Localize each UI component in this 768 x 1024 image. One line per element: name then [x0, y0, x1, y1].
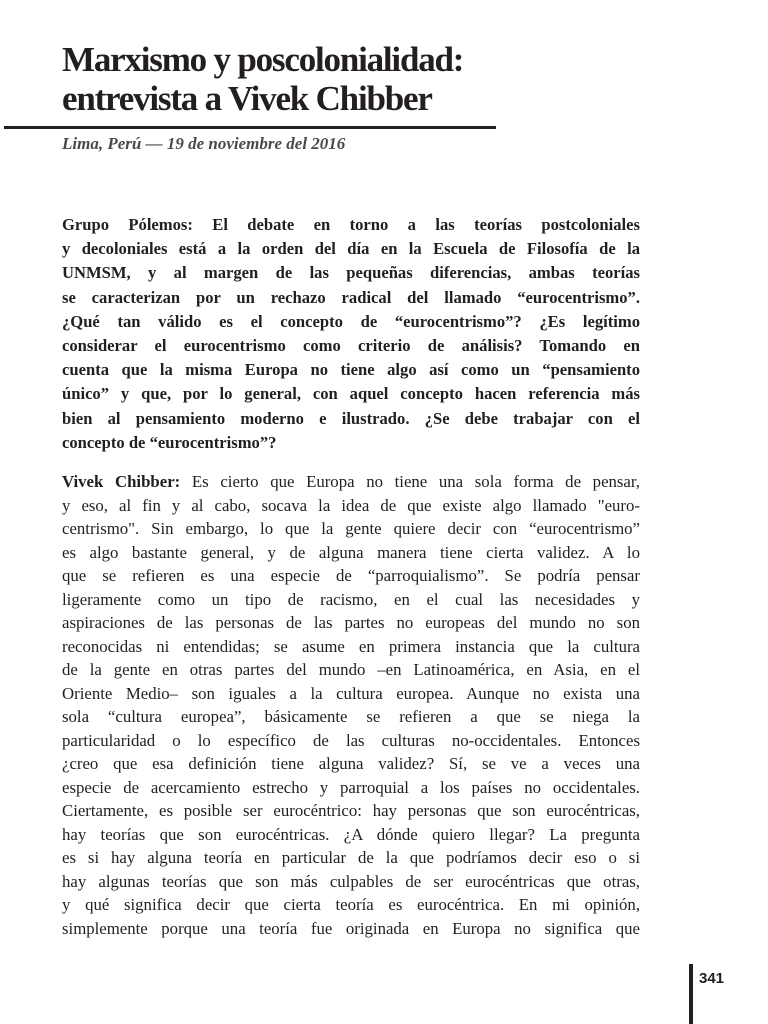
text-line: ¿Qué tan válido es el concepto de “eurocentrismo”? ¿Es legítimo [62, 311, 640, 331]
text-line: hay teorías que son eurocéntricas. ¿A dónde quiero llegar? La pregunta [62, 824, 640, 844]
speaker-name: Vivek Chibber: [62, 472, 181, 491]
text-line: y qué significa decir que cierta teoría es eurocéntrica. En mi opinión, [62, 895, 640, 914]
text-line: de la gente en otras partes del mundo –en Latinoamérica, en Asia, en el [62, 660, 640, 679]
text-line: que se refieren es una especie de “parroquialismo”. Se podría pensar [62, 566, 640, 585]
answer-first-line: Es cierto que Europa no tiene una sola forma de pensar, [180, 472, 640, 491]
text-line: y decoloniales está a la orden del día en la Escuela de Filosofía de la [62, 239, 640, 259]
text-line: hay algunas teorías que son más culpables de ser eurocéntricas que otras, [62, 871, 640, 891]
text-line: se caracterizan por un rechazo radical del llamado “eurocentrismo”. [62, 287, 640, 307]
text-line: considerar el eurocentrismo como criterio de análisis? Tomando en [62, 336, 640, 356]
text-line: especie de acercamiento estrecho y parroquial a los países no occidentales. [62, 777, 640, 797]
text-line: concepto de “eurocentrismo”? [62, 432, 277, 452]
text-line: centrismo". Sin embargo, lo que la gente quiere decir con “eurocentrismo” [62, 519, 640, 538]
text-line: Ciertamente, es posible ser eurocéntrico: hay personas que son eurocéntricas, [62, 801, 640, 820]
text-line: sola “cultura europea”, básicamente se refieren a que se niega la [62, 707, 640, 726]
text-line: único” y que, por lo general, con aquel concepto hacen referencia más [62, 384, 640, 404]
text-line: UNMSM, y al margen de las pequeñas diferencias, ambas teorías [62, 263, 640, 283]
text-line: aspiraciones de las personas de las partes no europeas del mundo no son [62, 613, 640, 632]
text-line: Grupo Pólemos: El debate en torno a las teorías postcoloniales [62, 215, 640, 234]
page-number-rule [689, 964, 693, 1024]
text-line: simplemente porque una teoría fue originada en Europa no significa que [62, 918, 640, 938]
article-title [62, 40, 502, 118]
title-underline [4, 126, 496, 129]
question-paragraph [62, 213, 640, 455]
text-line: Oriente Medio– son iguales a la cultura europea. Aunque no exista una [62, 683, 640, 703]
text-line: ¿creo que esa definición tiene alguna validez? Sí, se ve a veces una [62, 754, 640, 773]
text-line: y eso, al fin y al cabo, socava la idea de que existe algo llamado "euro- [62, 495, 640, 515]
text-line: es si hay alguna teoría en particular de la que podríamos decir eso o si [62, 848, 640, 867]
text-line: cuenta que la misma Europa no tiene algo así como un “pensamiento [62, 360, 640, 380]
text-line [62, 470, 640, 494]
text-line: ligeramente como un tipo de racismo, en el cual las necesidades y [62, 589, 640, 609]
title-line: entrevista a Vivek Chibber [62, 79, 432, 118]
text-line: particularidad o lo específico de las culturas no-occidentales. Entonces [62, 730, 640, 750]
title-line: Marxismo y poscolonialidad: [62, 40, 464, 79]
answer-paragraph [62, 470, 640, 940]
dateline: Lima, Perú — 19 de noviembre del 2016 [62, 134, 346, 153]
page-number: 341 [699, 970, 725, 987]
text-line: es algo bastante general, y de alguna manera tiene cierta validez. A lo [62, 542, 640, 562]
text-line: reconocidas ni entendidas; se asume en primera instancia que la cultura [62, 636, 640, 656]
text-line: bien al pensamiento moderno e ilustrado. ¿Se debe trabajar con el [62, 408, 640, 428]
